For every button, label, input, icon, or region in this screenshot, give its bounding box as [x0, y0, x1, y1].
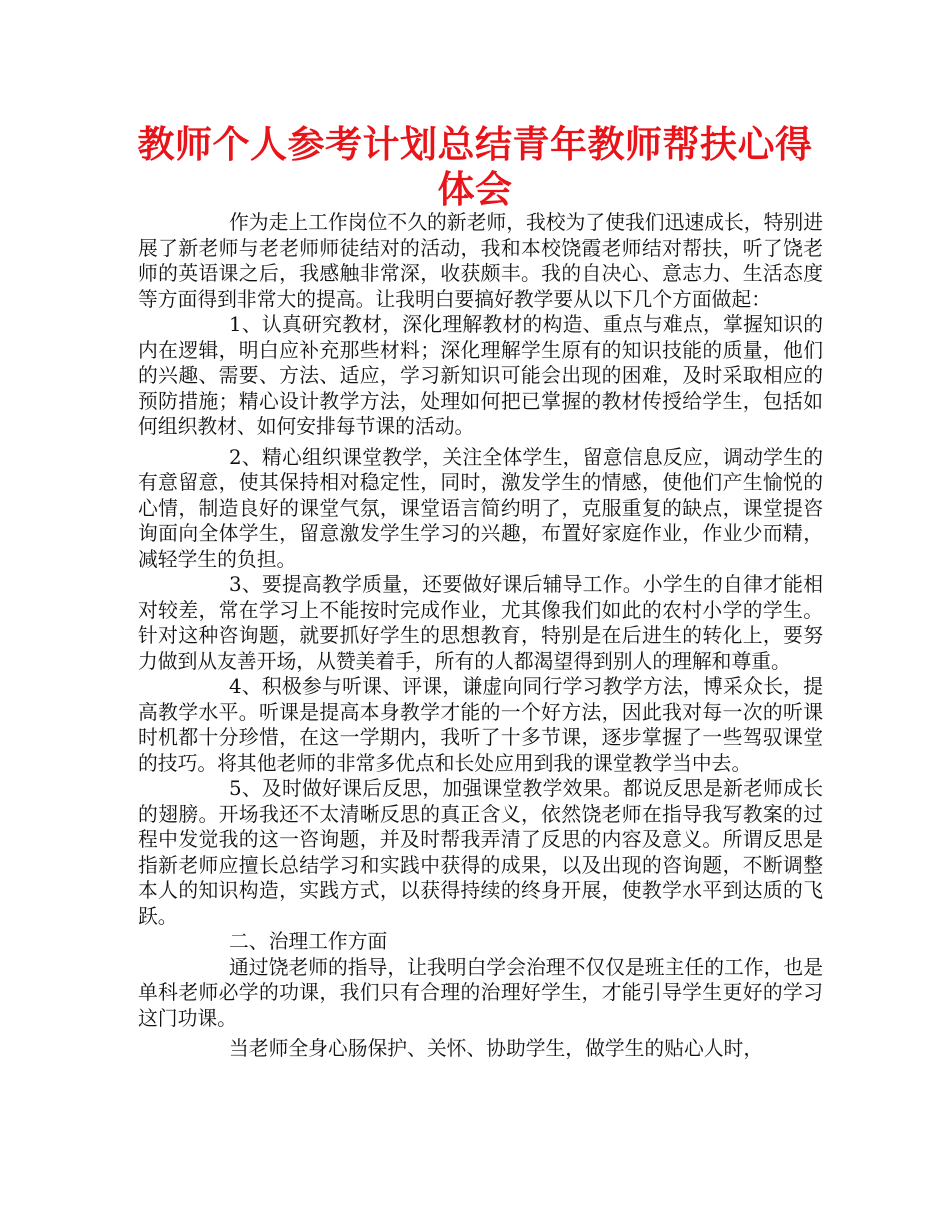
point-1-paragraph: 1、认真研究教材，深化理解教材的构造、重点与难点，掌握知识的内在逻辑，明白应补充那些材料；深化理解学生原有的知识技能的质量，他们的兴趣、需要、方法、适应，学习新知识可能会出现的困难，及时采取相应的预防措施；精心设计教学方法，处理如何把已掌握的教材传授给学生，包括如何组织教材、如何安排每节课的活动。	[138, 313, 823, 438]
point-5-paragraph: 5、及时做好课后反思，加强课堂教学效果。都说反思是新老师成长的翅膀。开场我还不太清晰反思的真正含义，依然饶老师在指导我写教案的过程中发觉我的这一咨询题，并及时帮我弄清了反思的内容及意义。所谓反思是指新老师应擅长总结学习和实践中获得的成果，以及出现的咨询题，不断调整本人的知识构造，实践方式，以获得持续的终身开展，使教学水平到达质的飞跃。	[138, 777, 823, 928]
point-4-paragraph: 4、积极参与听课、评课，谦虚向同行学习教学方法，博采众长，提高教学水平。听课是提高本身教学才能的一个好方法，因此我对每一次的听课时机都十分珍惜，在这一学期内，我听了十多节课，逐步掌握了一些驾驭课堂的技巧。将其他老师的非常多优点和长处应用到我的课堂教学当中去。	[138, 675, 823, 775]
closing-paragraph: 当老师全身心肠保护、关怀、协助学生，做学生的贴心人时，	[229, 1037, 764, 1060]
management-paragraph: 通过饶老师的指导，让我明白学会治理不仅仅是班主任的工作，也是单科老师必学的功课，我们只有合理的治理好学生，才能引导学生更好的学习这门功课。	[138, 955, 823, 1030]
section-2-heading: 二、治理工作方面	[229, 930, 388, 953]
document-title: 教师个人参考计划总结青年教师帮扶心得体会	[137, 122, 813, 211]
intro-paragraph: 作为走上工作岗位不久的新老师，我校为了使我们迅速成长，特别进展了新老师与老老师师徒结对的活动，我和本校饶霞老师结对帮扶，听了饶老师的英语课之后，我感触非常深，收获颇丰。我的自决心、意志力、生活态度等方面得到非常大的提高。让我明白要搞好教学要从以下几个方面做起：	[138, 211, 823, 311]
document-body	[138, 210, 823, 1062]
point-2-paragraph: 2、精心组织课堂教学，关注全体学生，留意信息反应，调动学生的有意留意，使其保持相对稳定性，同时，激发学生的情感，使他们产生愉悦的心情，制造良好的课堂气氛，课堂语言简约明了，克服重复的缺点，课堂提咨询面向全体学生，留意激发学生学习的兴趣，布置好家庭作业，作业少而精，减轻学生的负担。	[138, 445, 823, 571]
point-3-paragraph: 3、要提高教学质量，还要做好课后辅导工作。小学生的自律才能相对较差，常在学习上不能按时完成作业，尤其像我们如此的农村小学的学生。针对这种咨询题，就要抓好学生的思想教育，特别是在后进生的转化上，要努力做到从友善开场，从赞美着手，所有的人都渴望得到别人的理解和尊重。	[138, 573, 823, 673]
